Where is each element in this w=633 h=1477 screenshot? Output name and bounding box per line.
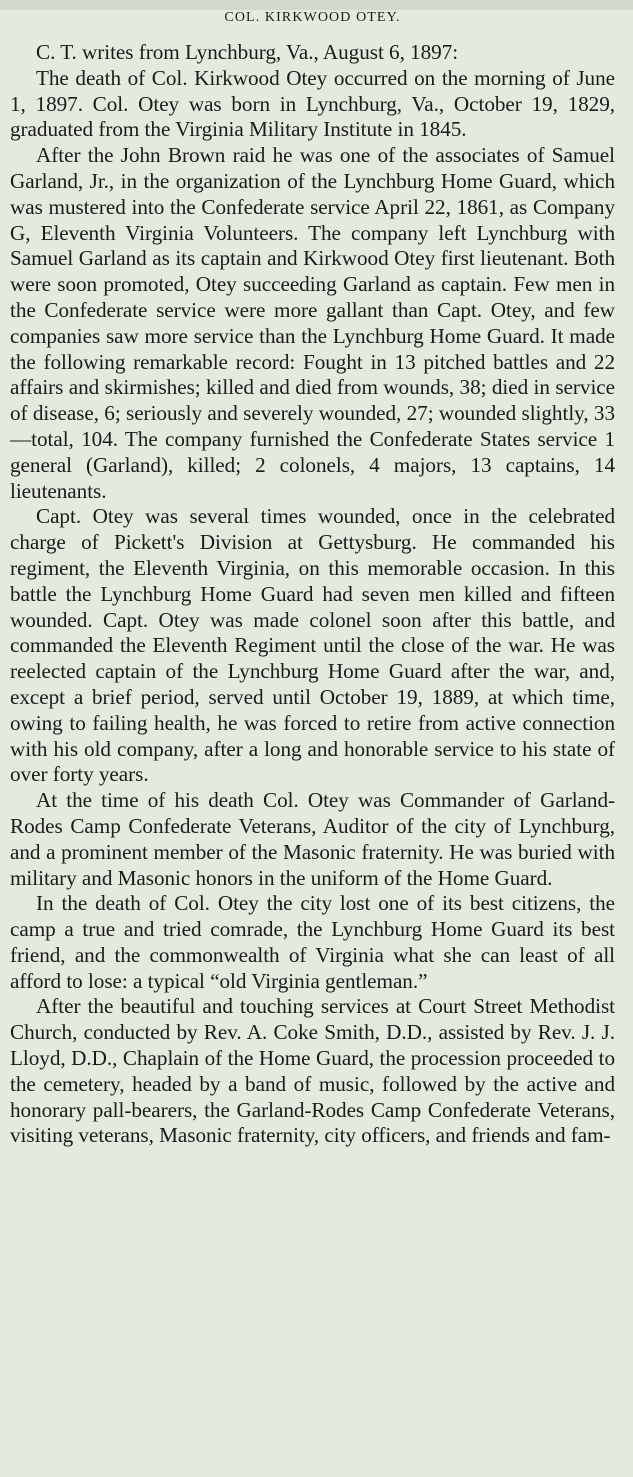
paragraph-war-service: Capt. Otey was several times wounded, once in the celebrated charge of Pickett's Division at Gettysburg. He commanded his regiment, the Eleventh Virginia, on this memorable occasion. In this battle the Lynchburg Home Guard had seven men killed and fifteen wounded. Capt. Otey was made colonel soon after this battle, and commanded the Eleventh Regiment until the close of the war. He was reelected captain of the Lynchburg Home Guard after the war, and, except a brief period, served until October 19, 1889, at which time, owing to failing health, he was forced to retire from active connection with his old company, after a long and honorable service to his state of over forty years.	[10, 504, 615, 787]
paragraph-offices-held: At the time of his death Col. Otey was Commander of Garland-Rodes Camp Confederate Veterans, Auditor of the city of Lynchburg, and a prominent member of the Masonic fraternity. He was buried with military and Masonic honors in the uniform of the Home Guard.	[10, 788, 615, 890]
article-title: COL. KIRKWOOD OTEY.	[224, 10, 401, 25]
document-page	[10, 9, 615, 1149]
paragraph-death-notice: The death of Col. Kirkwood Otey occurred on the morning of June 1, 1897. Col. Otey was born in Lynchburg, Va., October 19, 1829, graduated from the Virginia Military Institute in 1845.	[10, 65, 615, 142]
paragraph-home-guard-record: After the John Brown raid he was one of the associates of Samuel Garland, Jr., in the organization of the Lynchburg Home Guard, which was mustered into the Confederate service April 22, 1861, as Company G, Eleventh Virginia Volunteers. The company left Lynchburg with Samuel Garland as its captain and Kirkwood Otey first lieutenant. Both were soon promoted, Otey succeeding Garland as captain. Few men in the Confederate service were more gallant than Capt. Otey, and few companies saw more service than the Lynchburg Home Guard. It made the following remarkable record: Fought in 13 pitched battles and 22 affairs and skirmishes; killed and died from wounds, 38; died in service of disease, 6; seriously and severely wounded, 27; wounded slightly, 33—total, 104. The company furnished the Confederate States service 1 general (Garland), killed; 2 colonels, 4 majors, 13 captains, 14 lieutenants.	[10, 143, 615, 503]
paragraph-funeral: After the beautiful and touching services at Court Street Methodist Church, conducted by Rev. A. Coke Smith, D.D., assisted by Rev. J. J. Lloyd, D.D., Chaplain of the Home Guard, the procession proceeded to the cemetery, headed by a band of music, followed by the active and honorary pall-bearers, the Garland-Rodes Camp Confederate Veterans, visiting veterans, Masonic fraternity, city officers, and friends and fam-	[10, 994, 615, 1148]
paragraph-tribute: In the death of Col. Otey the city lost one of its best citizens, the camp a true and tried comrade, the Lynchburg Home Guard its best friend, and the commonwealth of Virginia what she can least of all afford to lose: a typical “old Virginia gentleman.”	[10, 891, 615, 993]
paragraph-dateline: C. T. writes from Lynchburg, Va., August 6, 1897:	[36, 40, 459, 64]
article-body	[10, 40, 615, 1149]
